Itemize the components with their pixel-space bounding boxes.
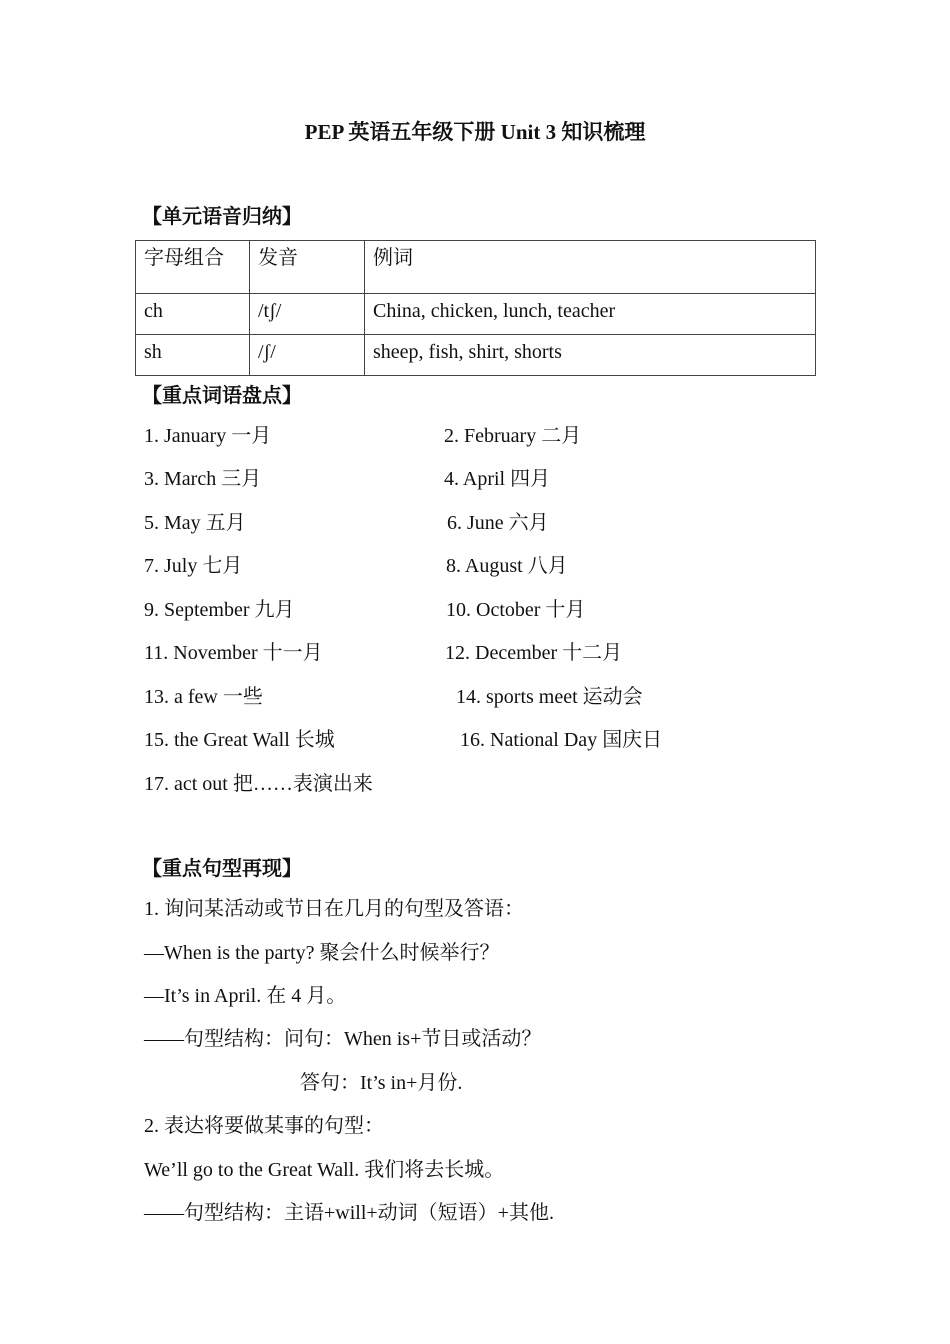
sentence-line: —It’s in April. 在 4 月。	[144, 985, 347, 1007]
table-cell: ch	[136, 294, 250, 335]
table-header-row	[136, 241, 816, 294]
vocab-item: 14. sports meet 运动会	[456, 686, 643, 708]
vocab-item: 11. November 十一月	[144, 642, 323, 664]
table-header-cell: 例词	[365, 241, 816, 294]
vocab-item: 10. October 十月	[446, 599, 586, 621]
sentence-line: 2. 表达将要做某事的句型：	[144, 1115, 384, 1137]
vocab-item: 12. December 十二月	[445, 642, 623, 664]
vocab-item: 3. March 三月	[144, 468, 262, 490]
sentence-line: We’ll go to the Great Wall. 我们将去长城。	[144, 1159, 505, 1181]
vocab-item: 9. September 九月	[144, 599, 295, 621]
vocab-item: 17. act out 把……表演出来	[144, 773, 373, 795]
sentence-line: ——句型结构：主语+will+动词（短语）+其他.	[144, 1202, 554, 1224]
table-row	[136, 335, 816, 376]
vocab-item: 6. June 六月	[447, 512, 549, 534]
vocab-item: 16. National Day 国庆日	[460, 729, 663, 751]
section-heading-phonics: 【单元语音归纳】	[142, 206, 302, 228]
sentence-line: —When is the party? 聚会什么时候举行？	[144, 942, 500, 964]
section-heading-sentences: 【重点句型再现】	[142, 858, 302, 880]
sentence-line: 答句：It’s in+月份.	[300, 1072, 463, 1094]
table-header-cell: 发音	[250, 241, 365, 294]
vocab-item: 7. July 七月	[144, 555, 243, 577]
section-heading-vocabulary: 【重点词语盘点】	[142, 385, 302, 407]
table-cell: /tʃ/	[250, 294, 365, 335]
table-row	[136, 294, 816, 335]
vocab-item: 2. February 二月	[444, 425, 582, 447]
table-cell: China, chicken, lunch, teacher	[365, 294, 816, 335]
vocab-item: 15. the Great Wall 长城	[144, 729, 335, 751]
table-cell: sh	[136, 335, 250, 376]
table-header-cell: 字母组合	[136, 241, 250, 294]
vocab-item: 8. August 八月	[446, 555, 568, 577]
vocab-item: 1. January 一月	[144, 425, 272, 447]
table-cell: sheep, fish, shirt, shorts	[365, 335, 816, 376]
sentence-line: ——句型结构：问句：When is+节日或活动？	[144, 1028, 542, 1050]
page-title: PEP 英语五年级下册 Unit 3 知识梳理	[304, 120, 646, 144]
table-cell: /ʃ/	[250, 335, 365, 376]
vocab-item: 4. April 四月	[444, 468, 551, 490]
phonics-table	[135, 240, 816, 376]
sentence-line: 1. 询问某活动或节日在几月的句型及答语：	[144, 898, 524, 920]
vocab-item: 13. a few 一些	[144, 686, 263, 708]
vocab-item: 5. May 五月	[144, 512, 246, 534]
